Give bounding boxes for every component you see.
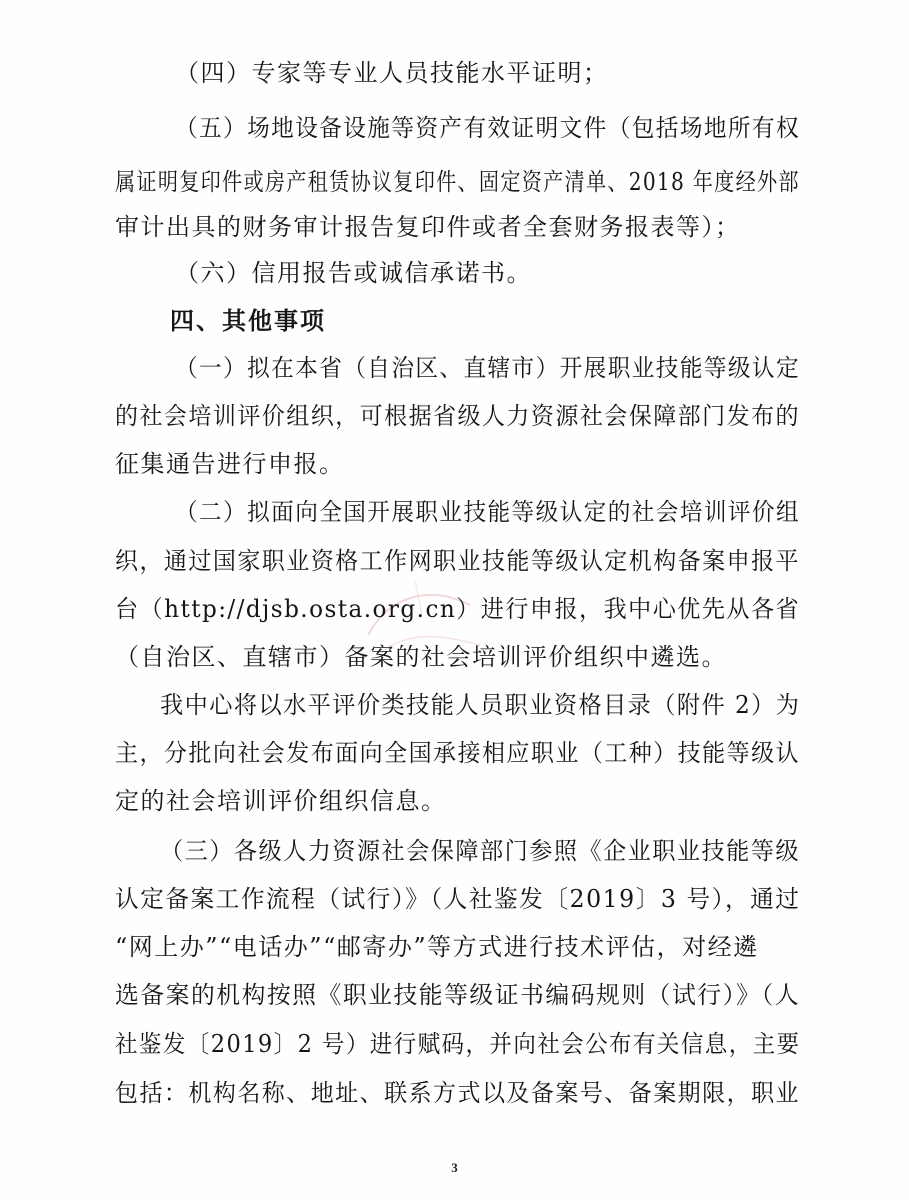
text-line-5: （六）信用报告或诚信承诺书。 [175, 259, 532, 287]
text-line-10: （二）拟面向全国开展职业技能等级认定的社会培训评价组 [175, 498, 801, 526]
text-line-11: 织，通过国家职业资格工作网职业技能等级认定机构备案申报平 [115, 547, 801, 575]
text-line-14: 我中心将以水平评价类技能人员职业资格目录（附件 2）为 [160, 691, 801, 719]
text-line-9: 征集通告进行申报。 [115, 450, 345, 478]
text-line-21: 社鉴发〔2019〕2 号）进行赋码，并向社会公布有关信息，主要 [115, 1030, 801, 1058]
text-line-19: “网上办”“电话办”“邮寄办”等方式进行技术评估，对经遴 [115, 933, 759, 961]
text-line-22: 包括：机构名称、地址、联系方式以及备案号、备案期限，职业 [115, 1079, 801, 1107]
text-line-3: 属证明复印件或房产租赁协议复印件、固定资产清单、2018 年度经外部 [115, 168, 800, 196]
text-line-7: （一）拟在本省（自治区、直辖市）开展职业技能等级认定 [175, 354, 801, 382]
text-line-20: 选备案的机构按照《职业技能等级证书编码规则（试行）》（人 [115, 981, 801, 1009]
text-line-8: 的社会培训评价组织，可根据省级人力资源社会保障部门发布的 [115, 402, 801, 430]
text-line-4: 审计出具的财务审计报告复印件或者全套财务报表等）； [115, 213, 741, 241]
text-line-16: 定的社会培训评价组织信息。 [115, 787, 447, 815]
text-line-12: 台（http://djsb.osta.org.cn）进行申报，我中心优先从各省 [115, 595, 801, 623]
text-line-18: 认定备案工作流程（试行）》（人社鉴发〔2019〕3 号），通过 [115, 885, 801, 913]
text-line-13: （自治区、直辖市）备案的社会培训评价组织中遴选。 [115, 643, 727, 671]
page-number: 3 [451, 1160, 458, 1175]
text-line-17: （三）各级人力资源社会保障部门参照《企业职业技能等级 [160, 837, 800, 865]
section-heading: 四、其他事项 [170, 307, 326, 335]
text-line-1: （四）专家等专业人员技能水平证明； [175, 59, 609, 87]
text-line-15: 主，分批向社会发布面向全国承接相应职业（工种）技能等级认 [115, 739, 801, 767]
text-line-2: （五）场地设备设施等资产有效证明文件（包括场地所有权 [175, 114, 801, 142]
